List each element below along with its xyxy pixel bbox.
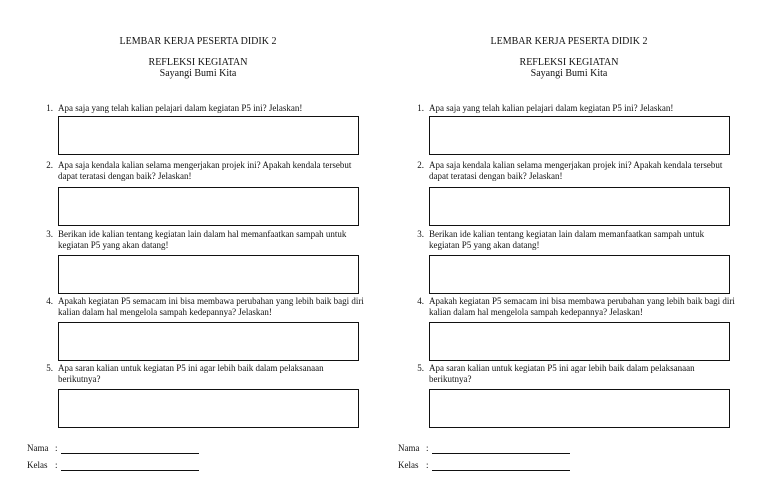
answer-box-3[interactable] bbox=[58, 255, 359, 294]
answer-box-5[interactable] bbox=[58, 389, 359, 428]
worksheet-theme: Sayangi Bumi Kita bbox=[530, 68, 608, 79]
worksheet-subtitle: REFLEKSI KEGIATAN bbox=[148, 57, 248, 68]
class-colon: : bbox=[55, 460, 58, 470]
question-text: Berikan ide kalian tentang kegiatan lain dalam hal memanfaatkan sampah untuk kegiatan P5 yang akan datang! bbox=[58, 229, 347, 250]
worksheet-right bbox=[396, 0, 756, 503]
question-number: 1. bbox=[417, 103, 424, 113]
question-text: Apakah kegiatan P5 semacam ini bisa membawa perubahan yang lebih baik bagi diri kalian dalam hal mengelola sampah kedepannya? Jelaskan! bbox=[58, 296, 364, 317]
worksheet-title: LEMBAR KERJA PESERTA DIDIK 2 bbox=[119, 36, 277, 47]
question-text: Apa saja kendala kalian selama mengerjakan projek ini? Apakah kendala tersebut dapat teratasi dengan baik? Jelaskan! bbox=[58, 160, 352, 181]
question-number: 3. bbox=[417, 229, 424, 239]
name-colon: : bbox=[55, 443, 58, 453]
question-text: Apa saran kalian untuk kegiatan P5 ini agar lebih baik dalam pelaksanaan berikutnya? bbox=[429, 363, 695, 384]
question-number: 4. bbox=[417, 296, 424, 306]
question-text: Apa saran kalian untuk kegiatan P5 ini agar lebih baik dalam pelaksanaan berikutnya? bbox=[58, 363, 324, 384]
name-blank[interactable] bbox=[432, 444, 570, 454]
class-blank[interactable] bbox=[61, 461, 199, 471]
question-number: 2. bbox=[417, 160, 424, 170]
class-label: Kelas bbox=[398, 460, 419, 470]
answer-box-5[interactable] bbox=[429, 389, 730, 428]
question-text: Apa saja yang telah kalian pelajari dalam kegiatan P5 ini? Jelaskan! bbox=[429, 103, 674, 113]
worksheet-title: LEMBAR KERJA PESERTA DIDIK 2 bbox=[490, 36, 648, 47]
question-text: Apa saja kendala kalian selama mengerjakan projek ini? Apakah kendala tersebut dapat teratasi dengan baik? Jelaskan! bbox=[429, 160, 723, 181]
answer-box-1[interactable] bbox=[429, 116, 730, 155]
question-text: Apa saja yang telah kalian pelajari dalam kegiatan P5 ini? Jelaskan! bbox=[58, 103, 303, 113]
answer-box-2[interactable] bbox=[429, 187, 730, 226]
answer-box-4[interactable] bbox=[58, 322, 359, 361]
worksheet-theme: Sayangi Bumi Kita bbox=[159, 68, 237, 79]
name-label: Nama bbox=[398, 443, 420, 453]
name-blank[interactable] bbox=[61, 444, 199, 454]
answer-box-2[interactable] bbox=[58, 187, 359, 226]
worksheet-left bbox=[25, 0, 385, 503]
question-number: 3. bbox=[46, 229, 53, 239]
class-field bbox=[398, 460, 570, 471]
class-label: Kelas bbox=[27, 460, 48, 470]
question-number: 4. bbox=[46, 296, 53, 306]
name-colon: : bbox=[426, 443, 429, 453]
question-number: 5. bbox=[46, 363, 53, 373]
name-label: Nama bbox=[27, 443, 49, 453]
worksheet-subtitle: REFLEKSI KEGIATAN bbox=[519, 57, 619, 68]
answer-box-1[interactable] bbox=[58, 116, 359, 155]
answer-box-3[interactable] bbox=[429, 255, 730, 294]
question-number: 2. bbox=[46, 160, 53, 170]
worksheet-subtitle-block bbox=[396, 57, 742, 79]
answer-box-4[interactable] bbox=[429, 322, 730, 361]
class-blank[interactable] bbox=[432, 461, 570, 471]
question-number: 5. bbox=[417, 363, 424, 373]
name-field bbox=[27, 443, 199, 454]
question-text: Berikan ide kalian tentang kegiatan lain dalam memanfaatkan sampah untuk kegiatan P5 yang akan datang! bbox=[429, 229, 705, 250]
question-text: Apakah kegiatan P5 semacam ini bisa membawa perubahan yang lebih baik bagi diri kalian dalam hal mengelola sampah kedepannya? Jelaskan! bbox=[429, 296, 735, 317]
question-number: 1. bbox=[46, 103, 53, 113]
class-field bbox=[27, 460, 199, 471]
class-colon: : bbox=[426, 460, 429, 470]
worksheet-subtitle-block bbox=[25, 57, 371, 79]
name-field bbox=[398, 443, 570, 454]
